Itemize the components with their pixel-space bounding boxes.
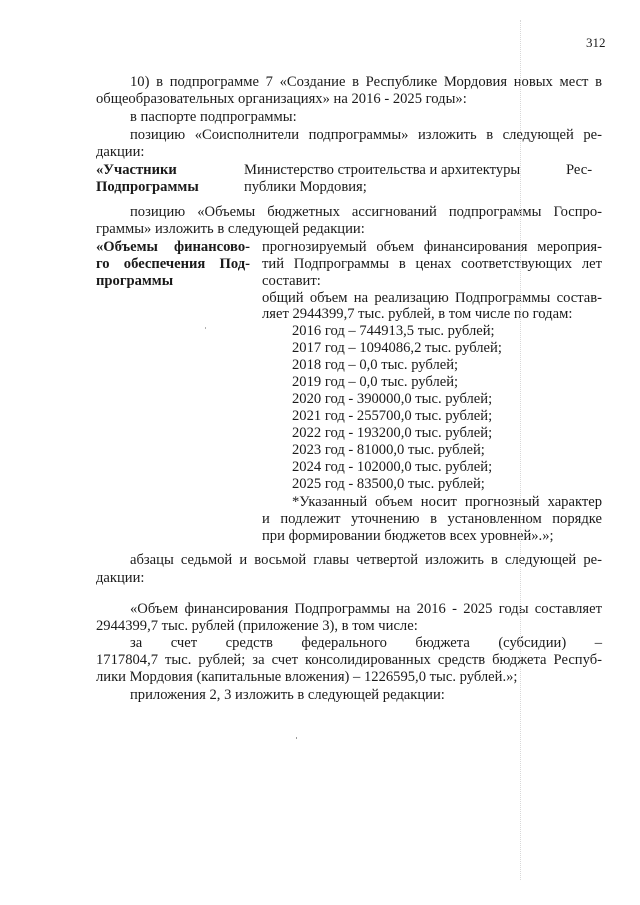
- chapter4-intro-line1: абзацы седьмой и восьмой главы четвертой изложить в следующей ре-: [130, 552, 602, 568]
- funding-label-line2: го обеспечения Под-: [96, 256, 250, 272]
- participants-value-line1-end: Рес-: [566, 162, 593, 178]
- funding-note-line3: при формировании бюджетов всех уровней».»;: [262, 528, 554, 544]
- year-line-2018: 2018 год – 0,0 тыс. рублей;: [292, 357, 459, 373]
- year-line-2019: 2019 год – 0,0 тыс. рублей;: [292, 374, 459, 390]
- funding-label-line1: «Объемы финансово-: [96, 239, 250, 255]
- funding-note-line1: *Указанный объем носит прогнозный характер: [292, 494, 602, 510]
- para1-line1: 10) в подпрограмме 7 «Создание в Республике Мордовия новых мест в: [130, 74, 602, 90]
- participants-label-line2: Подпрограммы: [96, 179, 199, 195]
- scan-speck: [205, 327, 206, 329]
- quote-line2: 2944399,7 тыс. рублей (приложение 3), в том числе:: [96, 618, 418, 634]
- year-line-2022: 2022 год - 193200,0 тыс. рублей;: [292, 425, 493, 441]
- funding-text-line1: прогнозируемый объем финансирования мероприя-: [262, 239, 602, 255]
- page-number: 312: [586, 35, 606, 50]
- quote-word: –: [594, 635, 602, 651]
- para1-line2: общеобразовательных организациях» на 2016 - 2025 годы»:: [96, 91, 467, 107]
- quote-line4: 1717804,7 тыс. рублей; за счет консолидированных средств бюджета Респуб-: [96, 652, 602, 668]
- quote-word: за: [130, 635, 143, 651]
- participants-value-line1: Министерство строительства и архитектуры: [244, 162, 521, 178]
- participants-label-line1: «Участники: [96, 162, 177, 178]
- quote-line5: лики Мордовия (капитальные вложения) – 1226595,0 тыс. рублей.»;: [96, 669, 518, 685]
- quote-word: счет: [170, 635, 198, 651]
- quote-word: средств: [225, 635, 273, 651]
- funding-text-line5: ляет 2944399,7 тыс. рублей, в том числе по годам:: [262, 306, 573, 322]
- scan-margin-mark: [520, 20, 522, 880]
- year-line-2017: 2017 год – 1094086,2 тыс. рублей;: [292, 340, 502, 356]
- quote-line3: [130, 635, 602, 652]
- coexec-intro-line1: позицию «Соисполнители подпрограммы» изложить в следующей ре-: [130, 127, 602, 143]
- funding-label-line3: программы: [96, 273, 174, 289]
- year-line-2020: 2020 год - 390000,0 тыс. рублей;: [292, 391, 493, 407]
- quote-word: (субсидии): [498, 635, 567, 651]
- scan-speck: [296, 737, 297, 739]
- funding-text-line4: общий объем на реализацию Подпрограммы состав-: [262, 290, 602, 306]
- quote-word: бюджета: [415, 635, 470, 651]
- year-line-2016: 2016 год – 744913,5 тыс. рублей;: [292, 323, 495, 339]
- chapter4-intro-line2: дакции:: [96, 570, 145, 586]
- year-line-2021: 2021 год - 255700,0 тыс. рублей;: [292, 408, 493, 424]
- funding-text-line3: составит:: [262, 273, 321, 289]
- coexec-intro-line2: дакции:: [96, 144, 145, 160]
- year-line-2024: 2024 год - 102000,0 тыс. рублей;: [292, 459, 493, 475]
- year-line-2023: 2023 год - 81000,0 тыс. рублей;: [292, 442, 485, 458]
- funding-note-line2: и подлежит уточнению в установленном порядке: [262, 511, 602, 527]
- funding-text-line2: тий Подпрограммы в ценах соответствующих лет: [262, 256, 602, 272]
- quote-word: федерального: [301, 635, 387, 651]
- appendix-line: приложения 2, 3 изложить в следующей редакции:: [130, 687, 445, 703]
- volume-intro-line2: граммы» изложить в следующей редакции:: [96, 221, 365, 237]
- quote-line1: «Объем финансирования Подпрограммы на 2016 - 2025 годы составляет: [130, 601, 602, 617]
- year-line-2025: 2025 год - 83500,0 тыс. рублей;: [292, 476, 485, 492]
- passport-line: в паспорте подпрограммы:: [130, 109, 297, 125]
- participants-value-line2: публики Мордовия;: [244, 179, 367, 195]
- volume-intro-line1: позицию «Объемы бюджетных ассигнований подпрограммы Госпро-: [130, 204, 602, 220]
